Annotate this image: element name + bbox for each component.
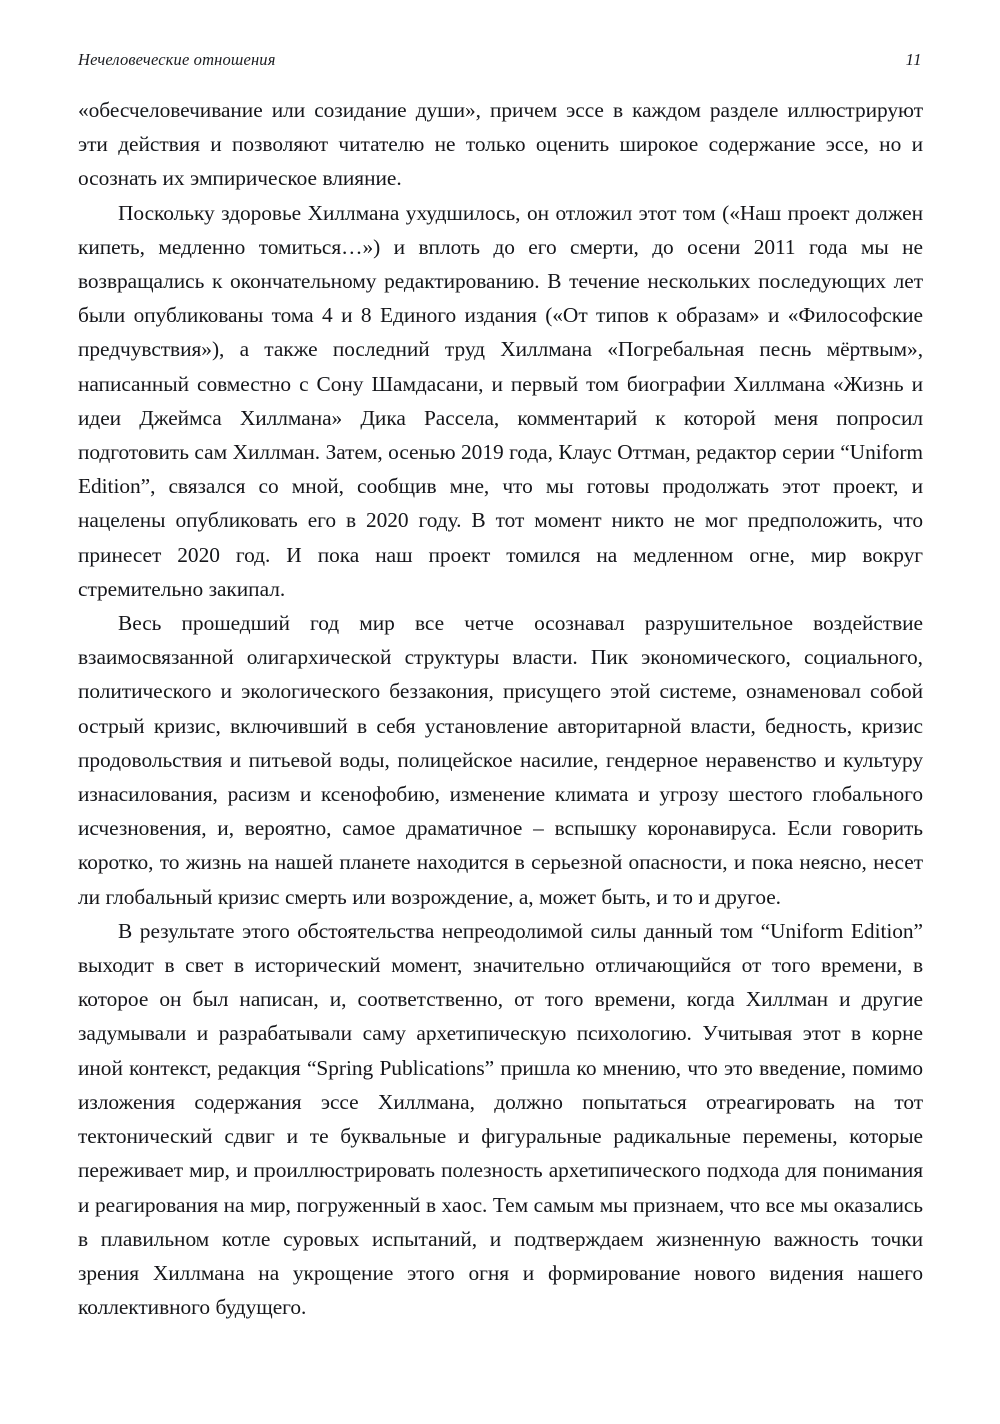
paragraph: Поскольку здоровье Хиллмана ухудшилось, он отложил этот том («Наш проект должен кипеть, медленно томиться…») и вплоть до его смерти, до осени 2011 года мы не возвращались к окончательному редактированию. В течение нескольких последующих лет были опубликованы тома 4 и 8 Единого издания («От типов к образам» и «Философские предчувствия»), а также последний труд Хиллмана «Погребальная песнь мёртвым», написанный совместно с Сону Шамдасани, и первый том биографии Хиллмана «Жизнь и идеи Джеймса Хиллмана» Дика Рассела, комментарий к которой меня попросил подготовить сам Хиллман. Затем, осенью 2019 года, Клаус Оттман, редактор серии “Uniform Edition”, связался со мной, сообщив мне, что мы готовы продолжать этот проект, и нацелены опубликовать его в 2020 году. В тот момент никто не мог предположить, что принесет 2020 год. И пока наш проект томился на медленном огне, мир вокруг стремительно закипал. xyxy=(78,200,923,601)
paragraph: Весь прошедший год мир все четче осознавал разрушительное воздействие взаимосвязанной олигархической структуры власти. Пик экономического, социального, политического и экологического беззакония, присущего этой системе, ознаменовал собой острый кризис, включивший в себя установление авторитарной власти, бедность, кризис продовольствия и питьевой воды, полицейское насилие, гендерное неравенство и культуру изнасилования, расизм и ксенофобию, изменение климата и угрозу шестого глобального исчезновения, и, вероятно, самое драматичное – вспышку коронавируса. Если говорить коротко, то жизнь на нашей планете находится в серьезной опасности, и пока неясно, несет ли глобальный кризис смерть или возрождение, а, может быть, и то и другое. xyxy=(78,611,923,909)
running-head xyxy=(78,50,922,76)
running-head-title: Нечеловеческие отношения xyxy=(78,50,276,69)
paragraph: «обесчеловечивание или созидание души», причем эссе в каждом разделе иллюстрируют эти действия и позволяют читателю не только оценить широкое содержание эссе, но и осознать их эмпирическое влияние. xyxy=(78,98,923,191)
paragraph: В результате этого обстоятельства непреодолимой силы данный том “Uniform Edition” выходит в свет в исторический момент, значительно отличающийся от того времени, в которое он был написан, и, соответственно, от того времени, когда Хиллман и другие задумывали и разрабатывали саму архетипическую психологию. Учитывая этот в корне иной контекст, редакция “Spring Publications” пришла ко мнению, что это введение, помимо изложения содержания эссе Хиллмана, должно попытаться отреагировать на тот тектонический сдвиг и те буквальные и фигуральные радикальные перемены, которые переживает мир, и проиллюстрировать полезность архетипического подхода для понимания и реагирования на мир, погруженный в хаос. Тем самым мы признаем, что все мы оказались в плавильном котле суровых испытаний, и подтверждаем жизненную важность точки зрения Хиллмана на укрощение этого огня и формирование нового видения нашего коллективного будущего. xyxy=(78,918,923,1320)
body-text-block xyxy=(78,93,923,1324)
page-number: 11 xyxy=(905,50,922,69)
